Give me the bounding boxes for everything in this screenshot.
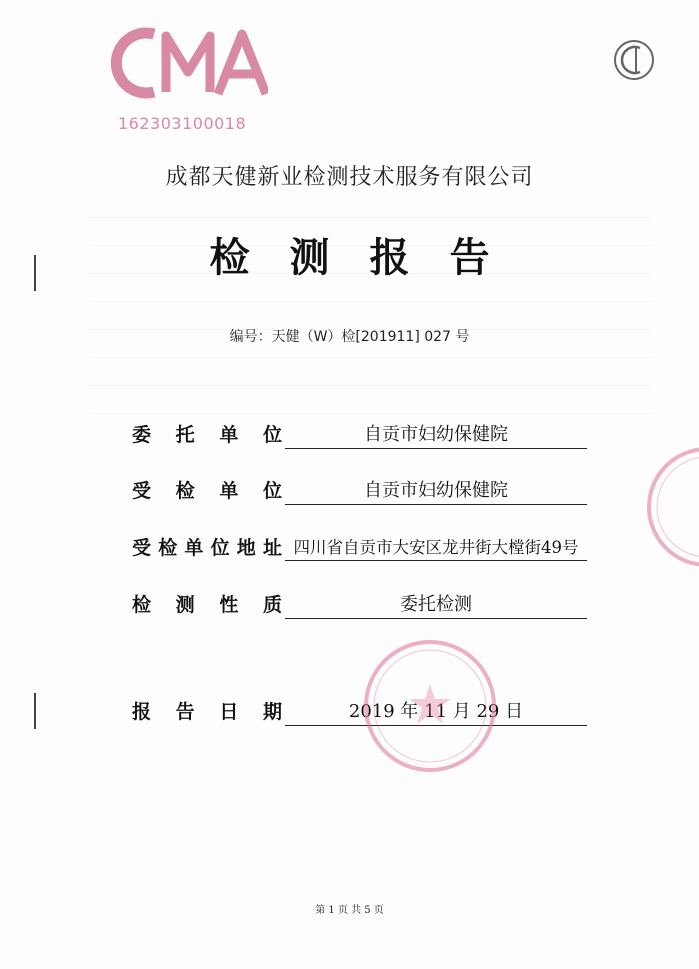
cma-stamp-icon [96,22,268,104]
page-number: 第 1 页 共 5 页 [315,905,384,916]
show-through-background [90,190,650,414]
inspected-unit-value: 自贡市妇幼保健院 [285,476,587,505]
inspected-address-label: 受 检 单 位 地 址 [132,537,282,559]
test-nature-label: 检 测 性 质 [132,594,282,616]
edge-seal-icon [642,442,699,572]
report-date-label: 报 告 日 期 [132,701,282,723]
official-seal-icon [360,636,500,776]
company-logo-icon [612,38,656,82]
client-label: 委 托 单 位 [132,424,282,446]
inspected-address-value: 四川省自贡市大安区龙井街大樘街49号 [285,534,587,561]
report-number: 编号：天健（W）检[201911] 027 号 [229,329,470,345]
company-name: 成都天健新业检测技术服务有限公司 [165,165,534,190]
report-date-value: 2019 年 11 月 29 日 [285,697,587,726]
client-value: 自贡市妇幼保健院 [285,420,587,449]
test-nature-value: 委托检测 [285,590,587,619]
cma-certificate-number: 162303100018 [118,114,247,133]
binding-mark [34,693,36,729]
binding-mark [34,255,36,291]
page-title: 检测报告 [209,235,530,281]
inspected-unit-label: 受 检 单 位 [132,480,282,502]
